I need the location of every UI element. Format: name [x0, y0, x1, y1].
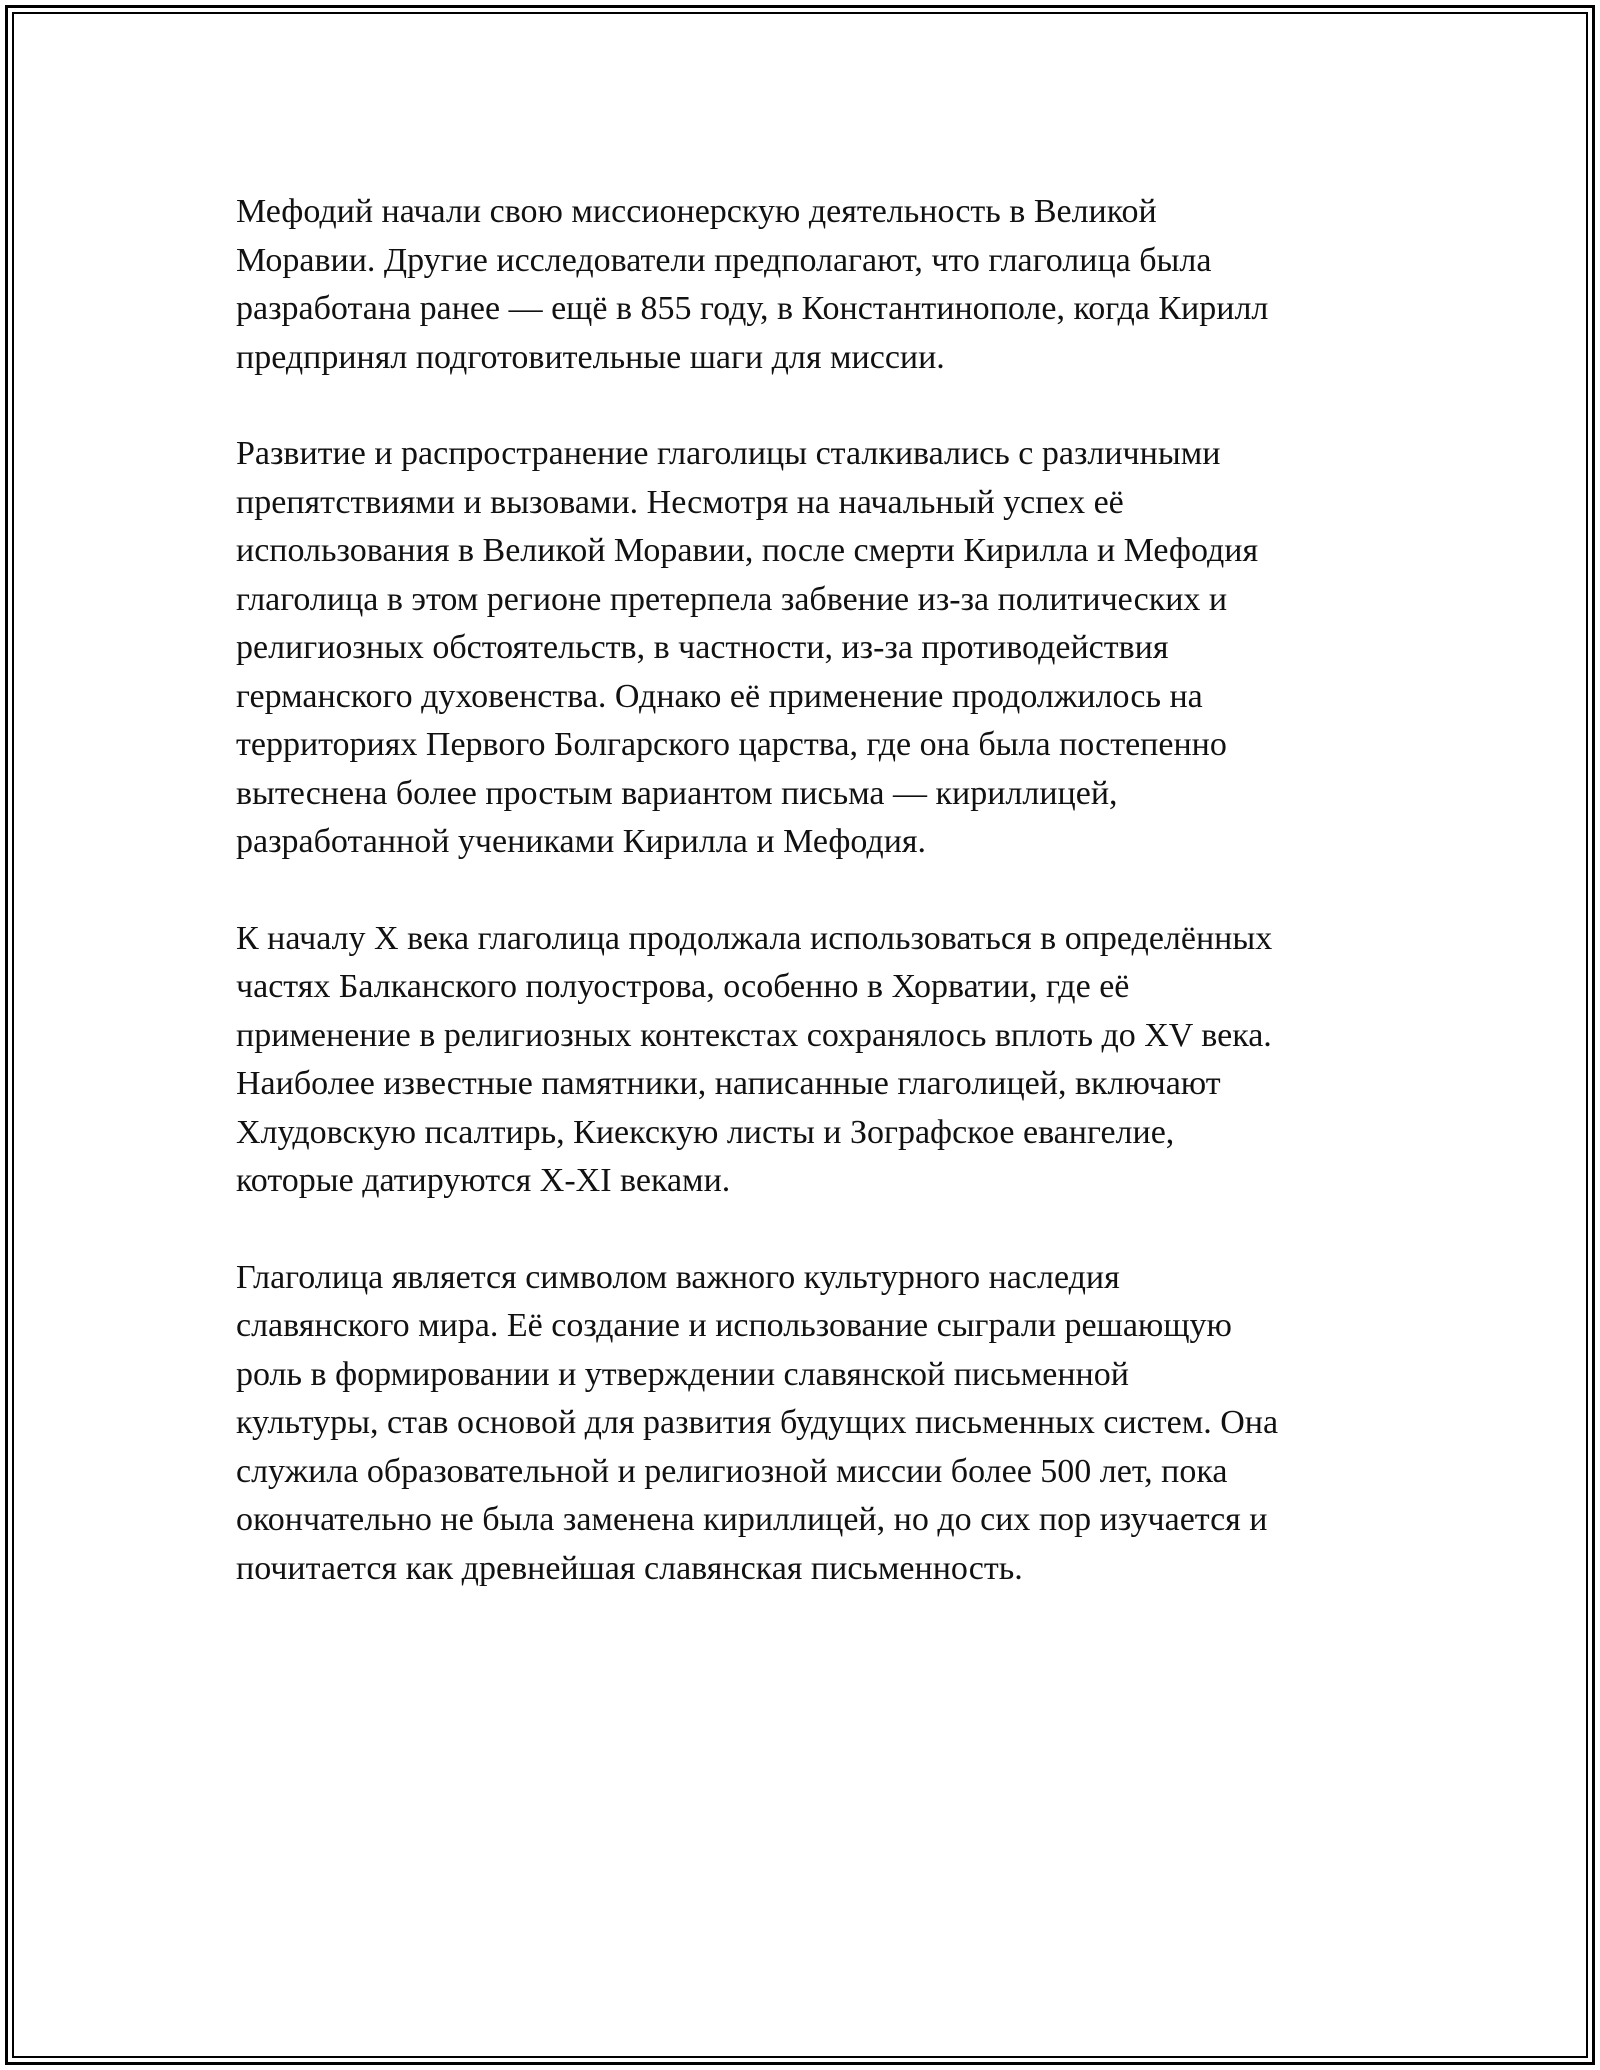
document-body — [236, 188, 1396, 1593]
paragraph-4: Глаголица является символом важного культурного наследия славянского мира. Её создание и использование сыграли решающую роль в формировании и утверждении славянской письменной культуры, став основой для развития будущих письменных систем. Она служила образовательной и религиозной миссии более 500 лет, пока окончательно не была заменена кириллицей, но до сих пор изучается и почитается как древнейшая славянская письменность. — [236, 1258, 1279, 1587]
paragraph-3: К началу X века глаголица продолжала использоваться в определённых частях Балканского полуострова, особенно в Хорватии, где её применение в религиозных контекстах сохранялось вплоть до XV века. Наиболее известные памятники, написанные глаголицей, включают Хлудовскую псалтирь, Киекскую листы и Зографское евангелие, которые датируются X-XI веками. — [236, 919, 1273, 1199]
paragraph-1: Мефодий начали свою миссионерскую деятельность в Великой Моравии. Другие исследователи предполагают, что глаголица была разработана ранее — ещё в 855 году, в Константинополе, когда Кирилл предпринял подготовительные шаги для миссии. — [236, 193, 1269, 376]
paragraph-2: Развитие и распространение глаголицы сталкивались с различными препятствиями и вызовами. Несмотря на начальный успех её использования в Великой Моравии, после смерти Кирилла и Мефодия глаголица в этом регионе претерпела забвение из-за политических и религиозных обстоятельств, в частности, из-за противодействия германского духовенства. Однако её применение продолжилось на территориях Первого Болгарского царства, где она была постепенно вытеснена более простым вариантом письма — кириллицей, разработанной учениками Кирилла и Мефодия. — [236, 435, 1259, 860]
